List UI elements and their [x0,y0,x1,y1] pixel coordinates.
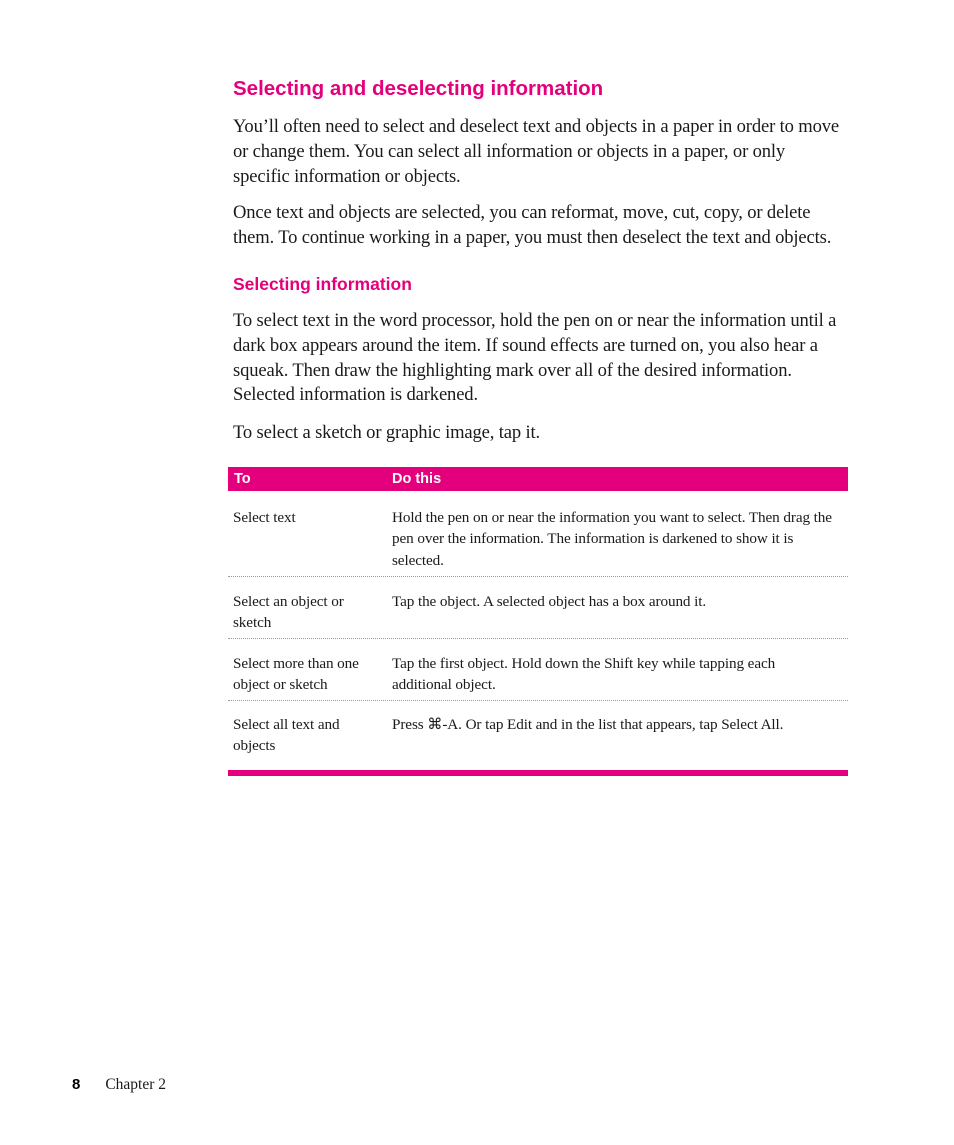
sketch-paragraph: To select a sketch or graphic image, tap it. [233,422,541,443]
row-instructions: Tap the first object. Hold down the Shift key while tapping each additional object. [392,655,776,694]
row-action: Select an object or sketch [233,593,344,632]
table-row [228,639,848,701]
section-heading: Selecting and deselecting information [233,77,604,100]
word-processor-paragraph: To select text in the word processor, hold the pen on or near the information until a dark box appears around the item. If sound effects are turned on, you also hear a squeak. Then draw the highlighting mark over all of the desired information. Selected information is darkened. [233,310,837,406]
table-header [228,467,848,491]
row-action: Select all text and objects [233,716,340,755]
selected-paragraph: Once text and objects are selected, you can reformat, move, cut, copy, or delete them. To continue working in a paper, you must then deselect the text and objects. [233,202,832,248]
selection-table [228,467,848,776]
intro-paragraph: You’ll often need to select and deselect text and objects in a paper in order to move or change them. You can select all information or objects in a paper, or only specific information or objects. [233,116,839,187]
row-instructions: Press ⌘-A. Or tap Edit and in the list that appears, tap Select All. [392,716,784,733]
table-row [228,701,848,770]
subsection-heading: Selecting information [233,274,412,294]
column-header-do-this: Do this [392,471,442,487]
row-instructions: Hold the pen on or near the information you want to select. Then drag the pen over the information. The information is darkened to show it is selected. [392,509,832,569]
row-action: Select text [233,509,296,526]
chapter-label: Chapter 2 [105,1076,167,1093]
table-row [228,577,848,639]
page-number: 8 [72,1076,81,1093]
page-footer [72,1076,166,1094]
table-row [228,491,848,577]
table-bottom-rule [228,770,848,776]
row-action: Select more than one object or sketch [233,655,359,694]
column-header-to: To [234,471,251,487]
row-instructions: Tap the object. A selected object has a box around it. [392,593,707,610]
